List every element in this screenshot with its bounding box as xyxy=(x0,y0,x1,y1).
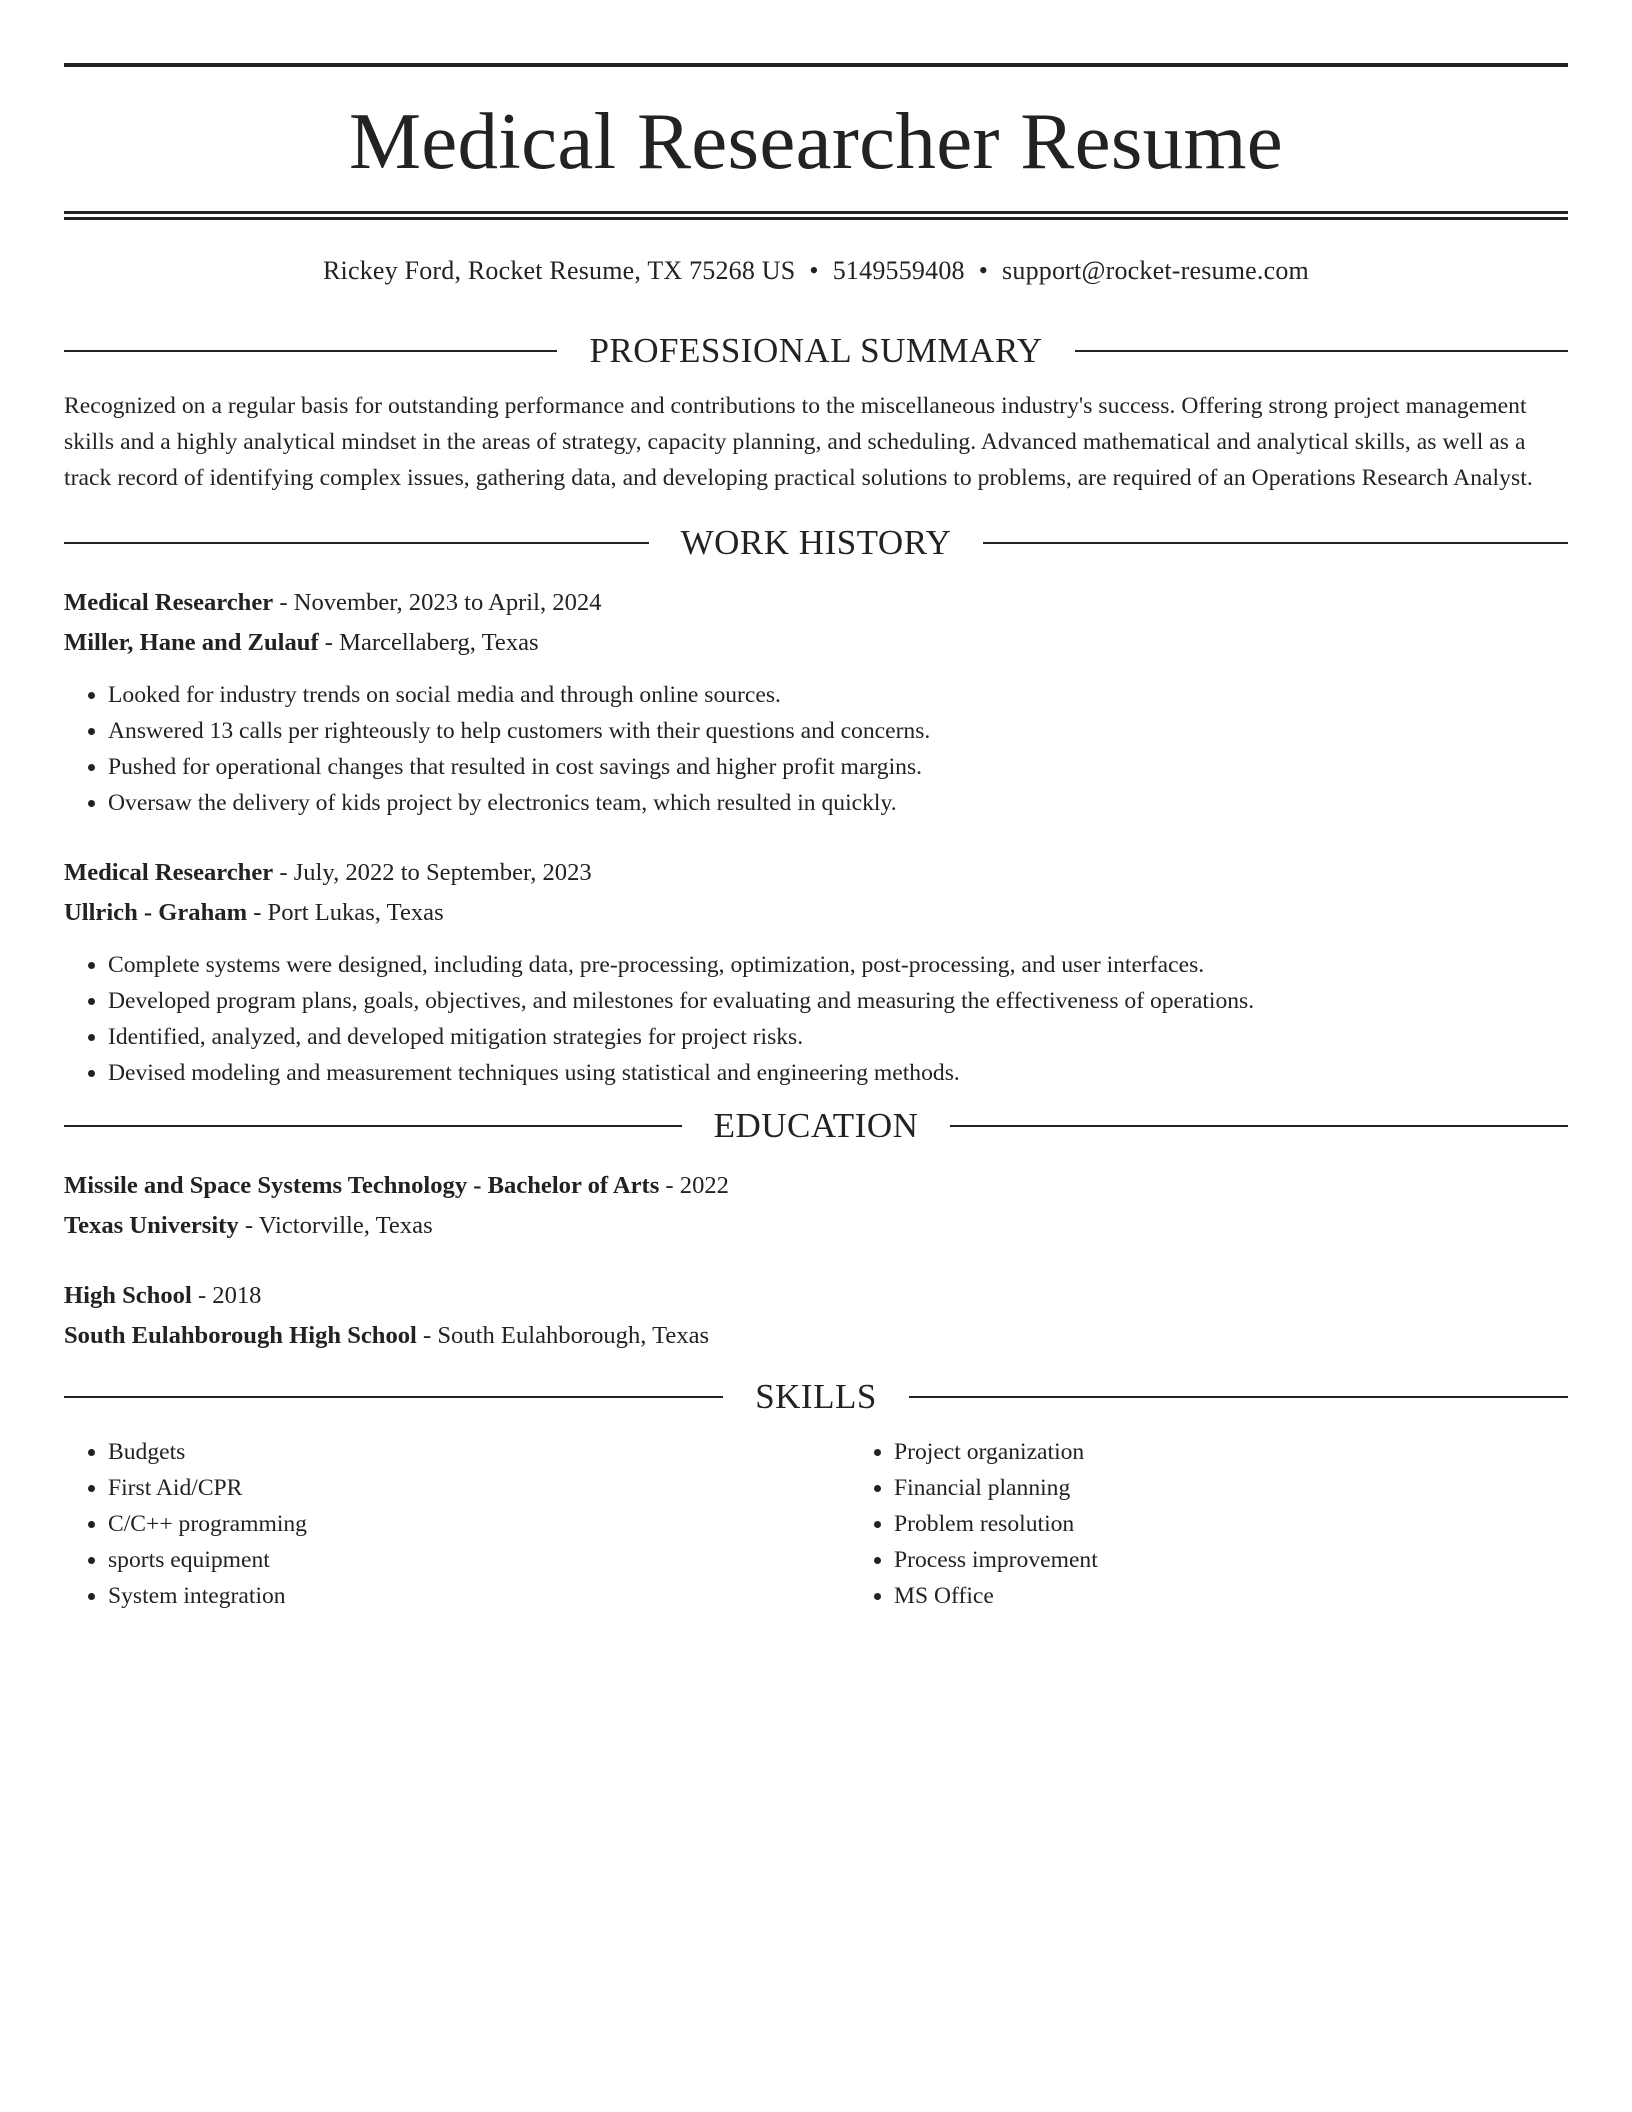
skill-item: • First Aid/CPR xyxy=(108,1470,850,1506)
education-school: Texas University xyxy=(64,1212,239,1239)
job-dates: - July, 2022 to September, 2023 xyxy=(273,859,592,886)
job-title: Medical Researcher xyxy=(64,859,274,886)
skill-item: • Project organization xyxy=(894,1434,1632,1470)
skill-item: • Process improvement xyxy=(894,1542,1632,1578)
skill-item: • sports equipment xyxy=(108,1542,850,1578)
education-school-line xyxy=(64,1206,1568,1246)
job-dates: - November, 2023 to April, 2024 xyxy=(273,589,602,616)
job-entry xyxy=(64,583,1568,821)
skills-list-left xyxy=(64,1434,850,1614)
education-degree: High School xyxy=(64,1282,192,1309)
section-rule xyxy=(64,542,649,544)
job-title: Medical Researcher xyxy=(64,589,274,616)
skills-heading: SKILLS xyxy=(755,1377,877,1416)
skills-section-header xyxy=(64,1372,1568,1422)
section-rule xyxy=(950,1125,1568,1127)
contact-line xyxy=(64,254,1568,288)
job-location: - Port Lukas, Texas xyxy=(247,899,444,926)
education-degree-line xyxy=(64,1166,1568,1206)
section-rule xyxy=(1075,350,1568,352)
job-bullet: • Answered 13 calls per righteously to help customers with their questions and concerns. xyxy=(108,713,1568,749)
section-rule xyxy=(909,1396,1568,1398)
job-bullet: • Looked for industry trends on social media and through online sources. xyxy=(108,677,1568,713)
job-company: Ullrich - Graham xyxy=(64,899,248,926)
education-year: - 2022 xyxy=(659,1172,729,1199)
skill-item: • Financial planning xyxy=(894,1470,1632,1506)
job-location: - Marcellaberg, Texas xyxy=(318,629,539,656)
section-rule xyxy=(983,542,1568,544)
education-year: - 2018 xyxy=(191,1282,262,1309)
work-heading: WORK HISTORY xyxy=(680,523,952,562)
section-rule xyxy=(64,1396,723,1398)
skill-item: • MS Office xyxy=(894,1578,1632,1614)
skill-item: • Budgets xyxy=(108,1434,850,1470)
skill-item: • C/C++ programming xyxy=(108,1506,850,1542)
summary-text: Recognized on a regular basis for outstanding performance and contributions to the miscellaneous industry's success. Offering strong project management skills and a highly analytical mindset in the areas of strategy, capacity planning, and scheduling. Advanced mathematical and analytical skills, as well as a track record of identifying complex issues, gathering data, and developing practical solutions to problems, are required of an Operations Research Analyst. xyxy=(64,393,1533,491)
section-rule xyxy=(64,350,557,352)
education-heading: EDUCATION xyxy=(713,1106,919,1145)
job-company-line xyxy=(64,623,1568,663)
top-rule xyxy=(64,63,1568,67)
contact-phone: 5149559408 xyxy=(832,256,965,285)
job-bullet: • Devised modeling and measurement techniques using statistical and engineering methods. xyxy=(108,1055,1568,1091)
education-entry xyxy=(64,1276,1568,1356)
education-degree-line xyxy=(64,1276,1568,1316)
skills-columns xyxy=(64,1434,1568,1614)
job-company-line xyxy=(64,893,1568,933)
contact-separator: • xyxy=(809,256,819,285)
education-section-header xyxy=(64,1101,1568,1151)
education-school-line xyxy=(64,1316,1568,1356)
education-school: South Eulahborough High School xyxy=(64,1322,417,1349)
job-title-line xyxy=(64,853,1568,893)
resume-page xyxy=(64,63,1568,1614)
contact-separator: • xyxy=(978,256,989,285)
section-rule xyxy=(64,1125,682,1127)
job-bullet: • Developed program plans, goals, objectives, and milestones for evaluating and measuring the effectiveness of operations. xyxy=(108,983,1568,1019)
education-entry xyxy=(64,1166,1568,1246)
job-bullet: • Pushed for operational changes that resulted in cost savings and higher profit margins. xyxy=(108,749,1568,785)
job-bullet: • Oversaw the delivery of kids project by electronics team, which resulted in quickly. xyxy=(108,785,1568,821)
education-degree: Missile and Space Systems Technology - Bachelor of Arts xyxy=(64,1172,660,1199)
job-company: Miller, Hane and Zulauf xyxy=(64,629,319,656)
education-location: - South Eulahborough, Texas xyxy=(416,1322,710,1349)
job-bullet: • Identified, analyzed, and developed mitigation strategies for project risks. xyxy=(108,1019,1568,1055)
job-entry xyxy=(64,853,1568,1091)
job-bullets xyxy=(64,677,1568,821)
title-double-rule xyxy=(64,211,1568,220)
resume-title: Medical Researcher Resume xyxy=(348,96,1284,186)
summary-heading: PROFESSIONAL SUMMARY xyxy=(589,331,1043,370)
education-location: - Victorville, Texas xyxy=(238,1212,433,1239)
work-section-header xyxy=(64,518,1568,568)
job-title-line xyxy=(64,583,1568,623)
job-bullet: • Complete systems were designed, including data, pre-processing, optimization, post-processing, and user interfaces. xyxy=(108,947,1568,983)
summary-section-header xyxy=(64,326,1568,376)
contact-email: support@rocket-resume.com xyxy=(1002,256,1309,285)
skill-item: • Problem resolution xyxy=(894,1506,1632,1542)
job-bullets xyxy=(64,947,1568,1091)
skills-list-right xyxy=(850,1434,1632,1614)
contact-address: Rickey Ford, Rocket Resume, TX 75268 US xyxy=(323,256,796,285)
skill-item: • System integration xyxy=(108,1578,850,1614)
